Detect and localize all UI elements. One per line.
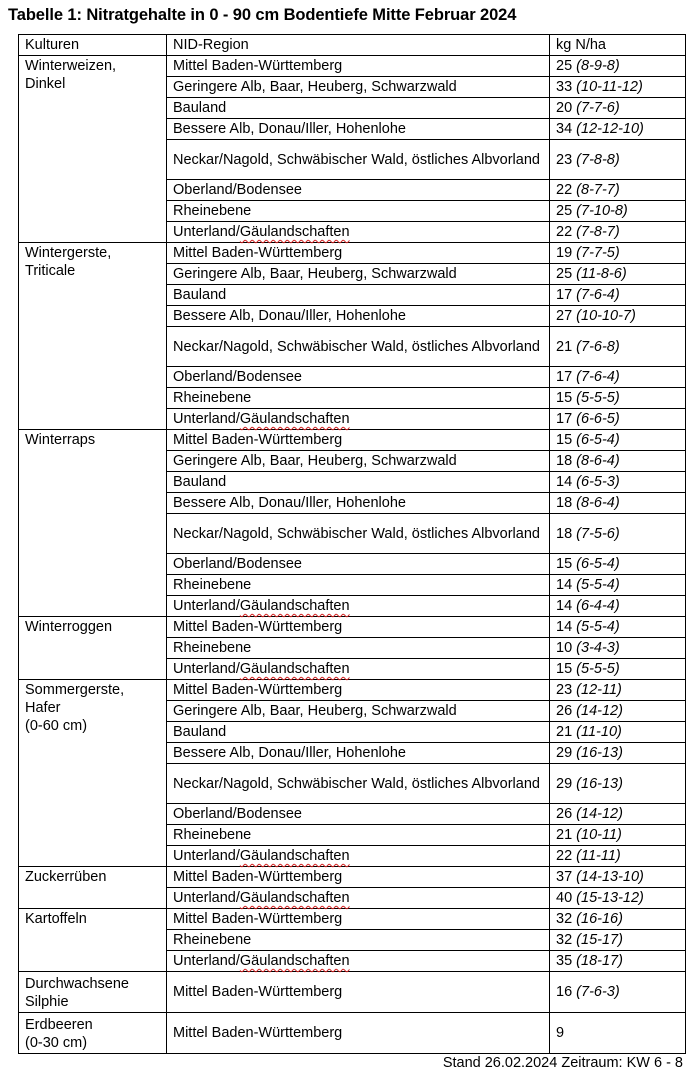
depth-breakdown: (3-4-3) <box>576 640 620 656</box>
depth-breakdown: (5-5-5) <box>576 661 620 677</box>
region-cell: Mittel Baden-Württemberg <box>167 972 550 1013</box>
region-cell: Neckar/Nagold, Schwäbischer Wald, östliches Albvorland <box>167 140 550 180</box>
depth-breakdown: (7-6-3) <box>576 984 620 1000</box>
header-crops: Kulturen <box>19 35 167 56</box>
region-cell: Mittel Baden-Württemberg <box>167 243 550 264</box>
value-cell: 26 (14-12) <box>550 701 686 722</box>
depth-breakdown: (15-17) <box>576 932 623 948</box>
spellcheck-underline: Gäulandschaften <box>239 224 350 240</box>
depth-breakdown: (7-5-6) <box>576 525 620 542</box>
region-cell: Rheinebene <box>167 388 550 409</box>
header-row <box>19 35 686 56</box>
region-cell: Unterland/Gäulandschaften <box>167 222 550 243</box>
region-cell: Bessere Alb, Donau/Iller, Hohenlohe <box>167 743 550 764</box>
depth-breakdown: (8-9-8) <box>576 58 620 74</box>
region-cell: Mittel Baden-Württemberg <box>167 680 550 701</box>
depth-breakdown: (16-13) <box>576 775 623 792</box>
region-cell: Bauland <box>167 285 550 306</box>
depth-breakdown: (11-10) <box>576 724 622 740</box>
value-cell: 14 (5-5-4) <box>550 575 686 596</box>
depth-breakdown: (14-12) <box>576 806 623 822</box>
value-cell: 21 (11-10) <box>550 722 686 743</box>
value-cell: 22 (7-8-7) <box>550 222 686 243</box>
depth-breakdown: (10-11) <box>576 827 622 843</box>
value-cell: 40 (15-13-12) <box>550 888 686 909</box>
depth-breakdown: (15-13-12) <box>576 890 644 906</box>
region-cell: Mittel Baden-Württemberg <box>167 1013 550 1054</box>
region-cell: Unterland/Gäulandschaften <box>167 409 550 430</box>
depth-breakdown: (12-12-10) <box>576 121 644 137</box>
crop-cell: Kartoffeln <box>19 909 167 972</box>
region-cell: Neckar/Nagold, Schwäbischer Wald, östliches Albvorland <box>167 514 550 554</box>
nitrate-table <box>18 34 686 1054</box>
value-cell: 37 (14-13-10) <box>550 867 686 888</box>
table-body <box>19 56 686 1054</box>
depth-breakdown: (14-13-10) <box>576 869 644 885</box>
region-cell: Rheinebene <box>167 930 550 951</box>
region-cell: Unterland/Gäulandschaften <box>167 596 550 617</box>
value-cell: 26 (14-12) <box>550 804 686 825</box>
depth-breakdown: (11-8-6) <box>576 266 627 282</box>
depth-breakdown: (6-5-4) <box>576 556 620 572</box>
depth-breakdown: (7-10-8) <box>576 203 628 219</box>
depth-breakdown: (14-12) <box>576 703 623 719</box>
footer-status: Stand 26.02.2024 Zeitraum: KW 6 - 8 <box>442 1055 683 1071</box>
depth-breakdown: (6-5-4) <box>576 432 620 448</box>
region-cell: Neckar/Nagold, Schwäbischer Wald, östliches Albvorland <box>167 764 550 804</box>
spellcheck-underline: Gäulandschaften <box>239 848 350 864</box>
value-cell: 22 (11-11) <box>550 846 686 867</box>
region-cell: Rheinebene <box>167 201 550 222</box>
depth-breakdown: (7-7-5) <box>576 245 620 261</box>
table-row <box>19 56 686 77</box>
depth-breakdown: (10-11-12) <box>576 79 643 95</box>
depth-breakdown: (11-11) <box>576 848 621 864</box>
depth-breakdown: (7-7-6) <box>576 100 620 116</box>
table-row <box>19 909 686 930</box>
table-row <box>19 243 686 264</box>
value-cell: 15 (5-5-5) <box>550 659 686 680</box>
depth-breakdown: (5-5-4) <box>576 619 620 635</box>
crop-cell: Zuckerrüben <box>19 867 167 909</box>
value-cell: 17 (7-6-4) <box>550 285 686 306</box>
spellcheck-underline: Gäulandschaften <box>239 411 350 427</box>
value-cell: 23 (7-8-8) <box>550 140 686 180</box>
value-cell: 14 (5-5-4) <box>550 617 686 638</box>
region-cell: Bauland <box>167 98 550 119</box>
depth-breakdown: (7-6-8) <box>576 338 620 355</box>
value-cell: 25 (8-9-8) <box>550 56 686 77</box>
region-cell: Geringere Alb, Baar, Heuberg, Schwarzwald <box>167 77 550 98</box>
depth-breakdown: (6-6-5) <box>576 411 620 427</box>
table-title: Tabelle 1: Nitratgehalte in 0 - 90 cm Bodentiefe Mitte Februar 2024 <box>8 6 517 24</box>
value-cell: 32 (15-17) <box>550 930 686 951</box>
value-cell: 14 (6-4-4) <box>550 596 686 617</box>
depth-breakdown: (12-11) <box>576 682 622 698</box>
depth-breakdown: (8-6-4) <box>576 495 620 511</box>
crop-cell: Durchwachsene Silphie <box>19 972 167 1013</box>
region-cell: Mittel Baden-Württemberg <box>167 617 550 638</box>
region-cell: Mittel Baden-Württemberg <box>167 430 550 451</box>
depth-breakdown: (7-6-4) <box>576 287 620 303</box>
region-cell: Oberland/Bodensee <box>167 367 550 388</box>
region-cell: Oberland/Bodensee <box>167 180 550 201</box>
depth-breakdown: (5-5-5) <box>576 390 620 406</box>
region-cell: Unterland/Gäulandschaften <box>167 846 550 867</box>
depth-breakdown: (10-10-7) <box>576 308 636 324</box>
region-cell: Mittel Baden-Württemberg <box>167 909 550 930</box>
value-cell: 34 (12-12-10) <box>550 119 686 140</box>
value-cell: 18 (8-6-4) <box>550 451 686 472</box>
crop-cell: Winterraps <box>19 430 167 617</box>
region-cell: Bessere Alb, Donau/Iller, Hohenlohe <box>167 119 550 140</box>
value-cell: 18 (8-6-4) <box>550 493 686 514</box>
table-row <box>19 972 686 1013</box>
crop-cell: Winterroggen <box>19 617 167 680</box>
depth-breakdown: (16-16) <box>576 911 623 927</box>
depth-breakdown: (5-5-4) <box>576 577 620 593</box>
header-region: NID-Region <box>167 35 550 56</box>
region-cell: Oberland/Bodensee <box>167 554 550 575</box>
value-cell: 23 (12-11) <box>550 680 686 701</box>
region-cell: Oberland/Bodensee <box>167 804 550 825</box>
value-cell: 16 (7-6-3) <box>550 972 686 1013</box>
region-cell: Unterland/Gäulandschaften <box>167 888 550 909</box>
value-cell: 33 (10-11-12) <box>550 77 686 98</box>
region-cell: Bauland <box>167 722 550 743</box>
depth-breakdown: (6-5-3) <box>576 474 620 490</box>
region-cell: Geringere Alb, Baar, Heuberg, Schwarzwald <box>167 701 550 722</box>
region-cell: Rheinebene <box>167 575 550 596</box>
value-cell: 20 (7-7-6) <box>550 98 686 119</box>
region-cell: Bessere Alb, Donau/Iller, Hohenlohe <box>167 493 550 514</box>
depth-breakdown: (8-7-7) <box>576 182 620 198</box>
value-cell: 15 (6-5-4) <box>550 430 686 451</box>
spellcheck-underline: Gäulandschaften <box>239 598 350 614</box>
value-cell: 17 (6-6-5) <box>550 409 686 430</box>
table-row <box>19 1013 686 1054</box>
value-cell: 25 (7-10-8) <box>550 201 686 222</box>
region-cell: Unterland/Gäulandschaften <box>167 951 550 972</box>
region-cell: Bauland <box>167 472 550 493</box>
depth-breakdown: (7-6-4) <box>576 369 620 385</box>
spellcheck-underline: Gäulandschaften <box>239 953 350 969</box>
value-cell: 29 (16-13) <box>550 764 686 804</box>
table-row <box>19 617 686 638</box>
crop-cell: Winterweizen, Dinkel <box>19 56 167 243</box>
table-row <box>19 430 686 451</box>
value-cell: 9 <box>550 1013 686 1054</box>
value-cell: 25 (11-8-6) <box>550 264 686 285</box>
value-cell: 27 (10-10-7) <box>550 306 686 327</box>
table-row <box>19 680 686 701</box>
region-cell: Mittel Baden-Württemberg <box>167 867 550 888</box>
region-cell: Geringere Alb, Baar, Heuberg, Schwarzwald <box>167 264 550 285</box>
crop-cell: Erdbeeren (0-30 cm) <box>19 1013 167 1054</box>
region-cell: Rheinebene <box>167 825 550 846</box>
region-cell: Rheinebene <box>167 638 550 659</box>
value-cell: 14 (6-5-3) <box>550 472 686 493</box>
spellcheck-underline: Gäulandschaften <box>239 890 350 906</box>
region-cell: Unterland/Gäulandschaften <box>167 659 550 680</box>
crop-cell: Wintergerste, Triticale <box>19 243 167 430</box>
value-cell: 15 (5-5-5) <box>550 388 686 409</box>
region-cell: Mittel Baden-Württemberg <box>167 56 550 77</box>
header-value: kg N/ha <box>550 35 686 56</box>
value-cell: 10 (3-4-3) <box>550 638 686 659</box>
region-cell: Neckar/Nagold, Schwäbischer Wald, östliches Albvorland <box>167 327 550 367</box>
value-cell: 32 (16-16) <box>550 909 686 930</box>
depth-breakdown: (16-13) <box>576 745 623 761</box>
value-cell: 35 (18-17) <box>550 951 686 972</box>
spellcheck-underline: Gäulandschaften <box>239 661 350 677</box>
region-cell: Bessere Alb, Donau/Iller, Hohenlohe <box>167 306 550 327</box>
table-row <box>19 867 686 888</box>
crop-cell: Sommergerste, Hafer (0-60 cm) <box>19 680 167 867</box>
value-cell: 21 (10-11) <box>550 825 686 846</box>
value-cell: 19 (7-7-5) <box>550 243 686 264</box>
depth-breakdown: (18-17) <box>576 953 623 969</box>
depth-breakdown: (7-8-7) <box>576 224 620 240</box>
value-cell: 21 (7-6-8) <box>550 327 686 367</box>
value-cell: 17 (7-6-4) <box>550 367 686 388</box>
value-cell: 29 (16-13) <box>550 743 686 764</box>
depth-breakdown: (6-4-4) <box>576 598 620 614</box>
region-cell: Geringere Alb, Baar, Heuberg, Schwarzwald <box>167 451 550 472</box>
depth-breakdown: (7-8-8) <box>576 151 620 168</box>
value-cell: 22 (8-7-7) <box>550 180 686 201</box>
value-cell: 15 (6-5-4) <box>550 554 686 575</box>
value-cell: 18 (7-5-6) <box>550 514 686 554</box>
depth-breakdown: (8-6-4) <box>576 453 620 469</box>
